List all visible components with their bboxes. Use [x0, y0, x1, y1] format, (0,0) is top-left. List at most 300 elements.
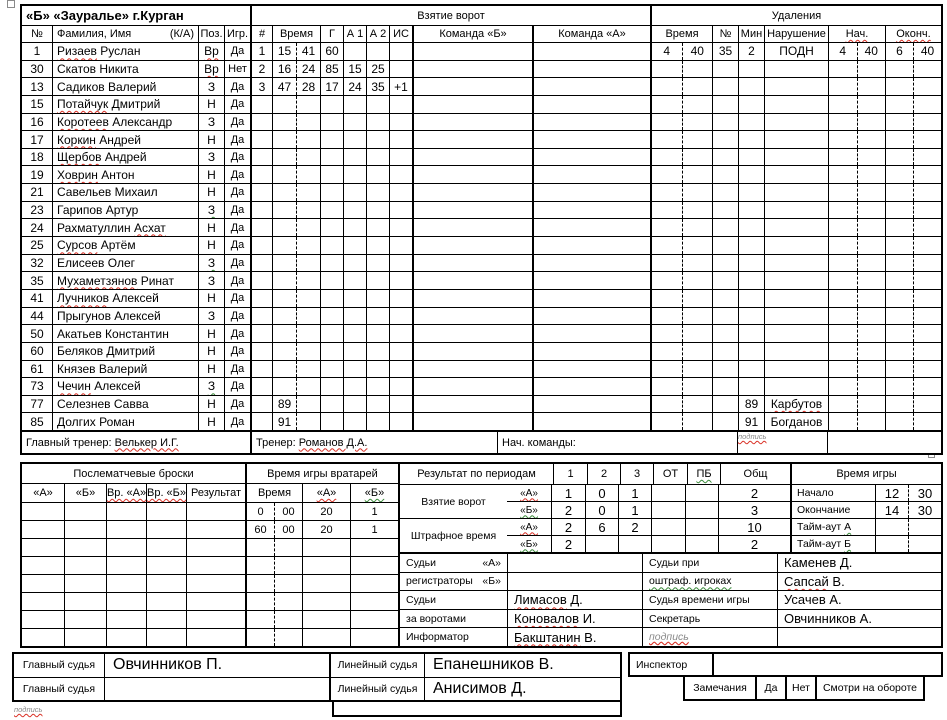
period-3-value[interactable] [618, 536, 651, 552]
player-position[interactable]: Н [198, 131, 224, 148]
penalty-player-number[interactable] [712, 237, 738, 254]
penalty-start-min[interactable] [829, 131, 857, 148]
penalty-start-sec[interactable] [857, 96, 886, 113]
goal-strength[interactable] [389, 255, 412, 272]
goal-time-min[interactable] [273, 219, 296, 236]
goal-strength[interactable] [389, 202, 412, 219]
player-position[interactable]: З [198, 114, 224, 131]
player-played[interactable]: Да [224, 78, 250, 95]
period-2-value[interactable]: 0 [585, 502, 618, 518]
penalty-time-min[interactable] [652, 78, 682, 95]
goal-time-min[interactable] [273, 202, 296, 219]
gk-time-min[interactable]: 60 [254, 523, 267, 536]
goal-number[interactable] [252, 272, 272, 289]
penalty-player-number[interactable] [712, 131, 738, 148]
penalty-end-min[interactable] [886, 255, 913, 272]
gk-number-a[interactable] [302, 629, 350, 646]
goal-strength[interactable] [389, 166, 412, 183]
penalty-start-min[interactable]: 4 [839, 44, 847, 59]
player-name[interactable]: Скатов Никита [52, 61, 198, 78]
shootout-a[interactable] [22, 539, 64, 556]
goal-scorer[interactable]: 60 [320, 43, 343, 60]
gk-number-a[interactable]: 20 [302, 503, 350, 520]
penalty-player-number[interactable] [712, 114, 738, 131]
goal-number[interactable] [252, 413, 272, 430]
goal-time-min[interactable] [273, 343, 296, 360]
penalty-start-sec[interactable] [857, 166, 886, 183]
goal-team-b-cells[interactable] [412, 343, 532, 360]
penalty-violation[interactable] [764, 114, 828, 131]
player-name[interactable]: Савельев Михаил [52, 184, 198, 201]
penalty-minutes[interactable] [738, 202, 764, 219]
penalty-player-number[interactable] [712, 149, 738, 166]
penalty-end-sec[interactable] [913, 237, 941, 254]
penalty-violation[interactable]: ПОДН [764, 43, 828, 60]
shootout-gk-a[interactable] [106, 557, 146, 574]
goal-scorer[interactable] [320, 166, 343, 183]
goal-time-sec[interactable]: 41 [296, 43, 320, 60]
shootout-a[interactable] [22, 611, 64, 628]
goal-scorer[interactable]: 17 [320, 78, 343, 95]
gk-number-b[interactable] [350, 611, 398, 628]
penalty-end-sec[interactable] [913, 361, 941, 378]
player-played[interactable]: Да [224, 237, 250, 254]
penalty-end-sec[interactable] [913, 325, 941, 342]
official-right-name[interactable]: Овчинников А. [777, 610, 941, 628]
player-number[interactable]: 17 [30, 132, 44, 147]
penalty-start-min[interactable] [829, 78, 857, 95]
goal-time-min[interactable] [273, 361, 296, 378]
penalty-start-min[interactable] [829, 308, 857, 325]
player-name[interactable]: Елисеев Олег [52, 255, 198, 272]
goal-assist1[interactable] [343, 413, 366, 430]
penalty-time[interactable] [652, 255, 712, 272]
penalty-start-sec[interactable] [857, 361, 886, 378]
penalty-player-number[interactable] [712, 255, 738, 272]
penalty-end[interactable] [885, 237, 941, 254]
goal-time-sec[interactable] [296, 343, 320, 360]
shootout-gk-b[interactable] [146, 593, 186, 610]
official-right-name[interactable]: Усачев А. [777, 591, 941, 609]
penalty-start-min[interactable] [829, 325, 857, 342]
player-position[interactable]: З [198, 202, 224, 219]
penalty-end-sec[interactable] [913, 166, 941, 183]
penalty-start[interactable] [828, 325, 885, 342]
penalty-start-min[interactable] [829, 290, 857, 307]
goal-number[interactable] [252, 202, 272, 219]
penalty-end[interactable] [885, 184, 941, 201]
goal-time-sec[interactable] [296, 184, 320, 201]
shootout-b[interactable] [64, 521, 106, 538]
period-pb-value[interactable] [685, 519, 718, 535]
goal-assist2[interactable] [366, 255, 389, 272]
shootout-gk-b[interactable] [146, 539, 186, 556]
penalty-player-number[interactable] [712, 325, 738, 342]
shootout-gk-b[interactable] [146, 503, 186, 520]
goal-assist2[interactable] [366, 237, 389, 254]
goal-assist2[interactable]: 25 [366, 61, 389, 78]
goal-time-sec[interactable] [296, 290, 320, 307]
team-manager-cell[interactable]: Нач. команды: [497, 432, 737, 453]
goal-scorer[interactable] [320, 202, 343, 219]
player-played[interactable]: Да [224, 325, 250, 342]
player-position[interactable]: Н [198, 237, 224, 254]
inspector-name-box[interactable] [712, 652, 943, 677]
goal-assist1[interactable] [343, 361, 366, 378]
goal-team-b-cells[interactable] [412, 308, 532, 325]
goal-team-b-cells[interactable] [412, 255, 532, 272]
game-time-value[interactable] [875, 485, 941, 501]
goal-number[interactable] [252, 114, 272, 131]
penalty-start[interactable] [828, 131, 885, 148]
goal-assist2[interactable] [366, 272, 389, 289]
penalty-minutes[interactable] [738, 219, 764, 236]
goal-number[interactable] [252, 290, 272, 307]
penalty-player-number[interactable] [712, 219, 738, 236]
goal-team-b-cells[interactable] [412, 43, 532, 60]
goal-team-a-cells[interactable] [532, 343, 650, 360]
goal-assist2[interactable] [366, 114, 389, 131]
game-time-hours[interactable] [876, 536, 908, 552]
goal-assist2[interactable] [366, 290, 389, 307]
player-played[interactable]: Да [224, 114, 250, 131]
player-played[interactable]: Да [224, 343, 250, 360]
penalty-time-min[interactable] [652, 343, 682, 360]
penalty-start-sec[interactable] [857, 237, 886, 254]
official-right-name[interactable]: Каменев Д. [777, 554, 941, 572]
player-name[interactable]: Потайчук Дмитрий [52, 96, 198, 113]
goal-time-sec[interactable] [296, 272, 320, 289]
goal-scorer[interactable] [320, 184, 343, 201]
goal-time-min[interactable]: 16 [277, 61, 292, 76]
shootout-b[interactable] [64, 611, 106, 628]
period-1-value[interactable]: 2 [551, 536, 585, 552]
player-number[interactable]: 35 [30, 273, 44, 288]
goal-time-min[interactable] [273, 149, 296, 166]
goal-time[interactable] [272, 378, 320, 395]
gk-number-b[interactable] [350, 557, 398, 574]
penalty-time[interactable] [652, 308, 712, 325]
goal-team-b-cells[interactable] [412, 96, 532, 113]
gk-number-b[interactable] [350, 629, 398, 646]
gk-time[interactable] [247, 521, 302, 538]
penalty-start[interactable] [828, 308, 885, 325]
player-number[interactable]: 50 [30, 326, 44, 341]
player-name[interactable]: Прыгунов Алексей [52, 308, 198, 325]
player-number[interactable]: 77 [30, 397, 44, 412]
remarks-yes[interactable]: Да [755, 677, 785, 699]
penalty-violation[interactable]: Карбутов [764, 396, 828, 413]
goal-strength[interactable] [389, 43, 412, 60]
penalty-start[interactable] [828, 219, 885, 236]
goal-team-b-cells[interactable] [412, 290, 532, 307]
player-name[interactable]: Ховрин Антон [52, 166, 198, 183]
period-ot-value[interactable] [651, 536, 685, 552]
goal-assist2[interactable] [366, 325, 389, 342]
gk-time-sec[interactable] [274, 557, 302, 574]
penalty-time[interactable] [652, 114, 712, 131]
goal-time-sec[interactable]: 24 [296, 61, 320, 78]
goal-assist2[interactable] [366, 166, 389, 183]
penalty-violation[interactable] [764, 378, 828, 395]
penalty-start-min[interactable] [829, 166, 857, 183]
goal-time[interactable] [272, 290, 320, 307]
goal-assist1[interactable] [343, 290, 366, 307]
goal-team-a-cells[interactable] [532, 396, 650, 413]
shootout-result[interactable] [186, 611, 245, 628]
goal-assist2[interactable] [366, 184, 389, 201]
goal-number[interactable] [252, 255, 272, 272]
goal-time[interactable] [272, 219, 320, 236]
penalty-start[interactable] [828, 43, 885, 60]
gk-time-sec[interactable] [274, 539, 302, 556]
penalty-time[interactable] [652, 290, 712, 307]
period-pb-value[interactable] [685, 485, 718, 501]
penalty-end-sec[interactable] [913, 78, 941, 95]
penalty-end[interactable] [885, 96, 941, 113]
gk-number-b[interactable]: 1 [350, 503, 398, 520]
goal-strength[interactable] [389, 96, 412, 113]
penalty-time[interactable] [652, 96, 712, 113]
penalty-minutes[interactable] [738, 343, 764, 360]
penalty-end-sec[interactable] [913, 202, 941, 219]
goal-assist1[interactable] [343, 43, 366, 60]
player-name[interactable]: Мухаметзянов Ринат [52, 272, 198, 289]
goal-time-min[interactable] [273, 272, 296, 289]
penalty-start[interactable] [828, 413, 885, 430]
penalty-minutes[interactable] [738, 325, 764, 342]
player-position[interactable]: Н [198, 219, 224, 236]
goal-team-a-cells[interactable] [532, 272, 650, 289]
penalty-start-min[interactable] [829, 396, 857, 413]
penalty-end-min[interactable] [886, 343, 913, 360]
goal-time-sec[interactable] [296, 413, 320, 430]
goal-time-sec[interactable] [296, 237, 320, 254]
goal-time-min[interactable]: 91 [277, 414, 292, 429]
goal-number[interactable] [252, 237, 272, 254]
penalty-time-min[interactable] [652, 96, 682, 113]
goal-team-b-cells[interactable] [412, 325, 532, 342]
penalty-start-sec[interactable]: 40 [857, 43, 886, 60]
penalty-time-min[interactable] [652, 202, 682, 219]
goal-assist2[interactable] [366, 343, 389, 360]
penalty-start[interactable] [828, 96, 885, 113]
goal-strength[interactable] [389, 413, 412, 430]
goal-time-min[interactable]: 89 [277, 397, 292, 412]
penalty-player-number[interactable] [712, 361, 738, 378]
penalty-violation[interactable] [764, 96, 828, 113]
penalty-minutes[interactable]: 91 [738, 413, 764, 430]
goal-team-a-cells[interactable] [532, 237, 650, 254]
penalty-player-number[interactable] [712, 61, 738, 78]
penalty-violation[interactable] [764, 272, 828, 289]
goal-time-sec[interactable] [296, 325, 320, 342]
goal-time[interactable] [272, 308, 320, 325]
goal-team-a-cells[interactable] [532, 96, 650, 113]
player-name[interactable]: Гарипов Артур [52, 202, 198, 219]
head-referee-name[interactable]: Овчинников П. [104, 654, 329, 677]
penalty-start[interactable] [828, 184, 885, 201]
goal-assist1[interactable]: 15 [343, 61, 366, 78]
penalty-start-min[interactable] [829, 343, 857, 360]
penalty-player-number[interactable] [712, 378, 738, 395]
player-position[interactable]: Вр [198, 43, 224, 60]
shootout-result[interactable] [186, 557, 245, 574]
goal-strength[interactable] [389, 290, 412, 307]
goal-team-b-cells[interactable] [412, 237, 532, 254]
goal-team-b-cells[interactable] [412, 413, 532, 430]
penalty-time-sec[interactable] [682, 343, 713, 360]
penalty-end-min[interactable]: 6 [896, 44, 903, 59]
penalty-end[interactable] [885, 114, 941, 131]
shootout-gk-b[interactable] [146, 557, 186, 574]
goal-time-min[interactable] [273, 325, 296, 342]
penalty-time-sec[interactable] [682, 361, 713, 378]
goal-assist1[interactable] [343, 131, 366, 148]
player-played[interactable]: Да [224, 149, 250, 166]
penalty-end[interactable] [885, 219, 941, 236]
penalty-start-sec[interactable] [857, 325, 886, 342]
player-number[interactable]: 16 [30, 114, 44, 129]
penalty-time-min[interactable]: 4 [663, 44, 671, 59]
penalty-minutes[interactable] [738, 272, 764, 289]
penalty-time[interactable] [652, 43, 712, 60]
goal-strength[interactable]: +1 [389, 78, 412, 95]
goal-assist1[interactable] [343, 255, 366, 272]
goal-number[interactable] [252, 361, 272, 378]
goal-team-a-cells[interactable] [532, 166, 650, 183]
period-3-value[interactable]: 1 [618, 502, 651, 518]
period-1-value[interactable]: 2 [551, 519, 585, 535]
penalty-end-min[interactable] [886, 325, 913, 342]
penalty-minutes[interactable] [738, 78, 764, 95]
goal-team-b-cells[interactable] [412, 184, 532, 201]
goal-assist2[interactable] [366, 413, 389, 430]
penalty-start-min[interactable] [829, 202, 857, 219]
shootout-result[interactable] [186, 503, 245, 520]
penalty-end-min[interactable] [886, 378, 913, 395]
penalty-minutes[interactable] [738, 378, 764, 395]
gk-time-min[interactable] [247, 539, 274, 556]
gk-time-sec[interactable]: 00 [274, 521, 302, 538]
player-number[interactable]: 30 [30, 61, 44, 76]
player-position[interactable]: Н [198, 290, 224, 307]
gk-time-sec[interactable] [274, 593, 302, 610]
player-played[interactable]: Да [224, 361, 250, 378]
goal-team-b-cells[interactable] [412, 202, 532, 219]
coach-name[interactable]: Романов Д.А. [298, 436, 368, 449]
penalty-end-min[interactable] [886, 149, 913, 166]
period-1-value[interactable]: 1 [551, 485, 585, 501]
goal-time-sec[interactable] [296, 308, 320, 325]
penalty-time[interactable] [652, 78, 712, 95]
player-played[interactable]: Да [224, 219, 250, 236]
goal-time[interactable] [272, 325, 320, 342]
goal-scorer[interactable] [320, 308, 343, 325]
gk-time[interactable] [247, 593, 302, 610]
goal-time[interactable] [272, 96, 320, 113]
player-played[interactable]: Да [224, 290, 250, 307]
gk-number-a[interactable]: 20 [302, 521, 350, 538]
head-referee-name-2[interactable] [104, 678, 329, 701]
game-time-hours[interactable]: 14 [884, 502, 900, 518]
goal-team-b-cells[interactable] [412, 361, 532, 378]
penalty-violation[interactable] [764, 237, 828, 254]
penalty-time-min[interactable] [652, 184, 682, 201]
gk-number-b[interactable]: 1 [350, 521, 398, 538]
gk-number-a[interactable] [302, 575, 350, 592]
player-played[interactable]: Да [224, 378, 250, 395]
goal-strength[interactable] [389, 61, 412, 78]
goal-strength[interactable] [389, 272, 412, 289]
goal-scorer[interactable] [320, 325, 343, 342]
goal-strength[interactable] [389, 184, 412, 201]
goal-assist2[interactable]: 35 [366, 78, 389, 95]
goal-scorer[interactable] [320, 237, 343, 254]
goal-scorer[interactable] [320, 96, 343, 113]
penalty-time[interactable] [652, 361, 712, 378]
penalty-start[interactable] [828, 255, 885, 272]
penalty-minutes[interactable] [738, 255, 764, 272]
goal-time-sec[interactable] [296, 202, 320, 219]
game-time-minutes[interactable]: 30 [908, 502, 941, 518]
penalty-end[interactable] [885, 272, 941, 289]
penalty-start[interactable] [828, 343, 885, 360]
penalty-start[interactable] [828, 378, 885, 395]
penalty-start-sec[interactable] [857, 184, 886, 201]
goal-time-sec[interactable] [296, 96, 320, 113]
penalty-time-min[interactable] [652, 413, 682, 430]
goal-team-b-cells[interactable] [412, 149, 532, 166]
player-position[interactable]: З [198, 78, 224, 95]
penalty-end-sec[interactable] [913, 255, 941, 272]
player-number[interactable]: 15 [30, 97, 44, 112]
goal-number[interactable] [252, 219, 272, 236]
penalty-end[interactable] [885, 78, 941, 95]
goal-number[interactable] [252, 166, 272, 183]
penalty-player-number[interactable] [712, 272, 738, 289]
penalty-time-min[interactable] [652, 378, 682, 395]
penalty-violation[interactable] [764, 78, 828, 95]
period-total-value[interactable]: 2 [718, 485, 790, 501]
penalty-end-sec[interactable] [913, 272, 941, 289]
penalty-end-sec[interactable] [913, 219, 941, 236]
player-position[interactable]: Н [198, 325, 224, 342]
penalty-start[interactable] [828, 78, 885, 95]
penalty-end-min[interactable] [886, 290, 913, 307]
penalty-time-sec[interactable] [682, 325, 713, 342]
penalty-time[interactable] [652, 378, 712, 395]
gk-number-b[interactable] [350, 539, 398, 556]
penalty-minutes[interactable] [738, 308, 764, 325]
penalty-time-sec[interactable] [682, 272, 713, 289]
penalty-start-min[interactable] [829, 361, 857, 378]
goal-team-b-cells[interactable] [412, 272, 532, 289]
player-name[interactable]: Акатьев Константин [52, 325, 198, 342]
gk-number-b[interactable] [350, 593, 398, 610]
shootout-b[interactable] [64, 557, 106, 574]
player-position[interactable]: З [198, 272, 224, 289]
penalty-time[interactable] [652, 396, 712, 413]
goal-team-b-cells[interactable] [412, 114, 532, 131]
goal-time-sec[interactable] [296, 131, 320, 148]
penalty-time-min[interactable] [652, 114, 682, 131]
player-played[interactable]: Нет [224, 61, 250, 78]
goal-time[interactable] [272, 255, 320, 272]
penalty-time-min[interactable] [652, 219, 682, 236]
period-total-value[interactable]: 2 [718, 536, 790, 552]
gk-time[interactable] [247, 503, 302, 520]
